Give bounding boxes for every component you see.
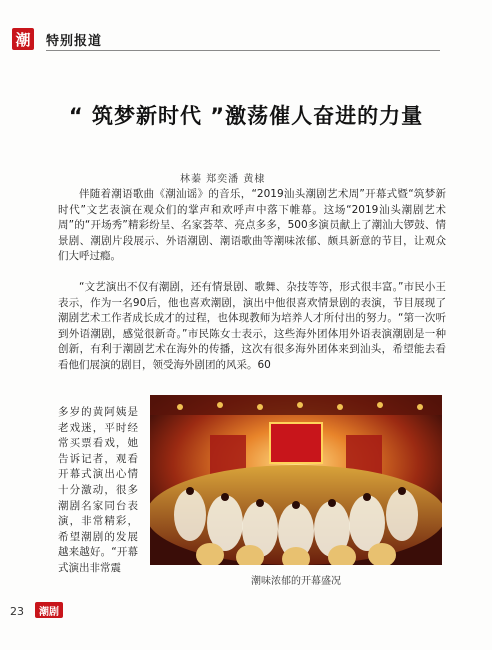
article-paragraph-2: “文艺演出不仅有潮剧，还有情景剧、歌舞、杂技等等，形式很丰富。”市民小王表示，作为一名90后，他也喜欢潮剧，演出中他很喜欢情景剧的表演，节目展现了潮剧艺术工作者成长成才的过程，也体现教师为培养人才所付出的努力。“第一次听到外语潮剧，感觉很新奇。”市民陈女士表示，这些海外团体用外语表演潮剧是一种创新，有利于潮剧艺术在海外的传播，这次有很多海外团体来到汕头，希望能去看看他们展演的剧目，领受海外剧团的风采。60 (58, 281, 446, 371)
article-paragraph-3: 多岁的黄阿姨是老戏迷，平时经常买票看戏，她告诉记者，观看 开幕式演出心情十分激动，很多潮剧名家同台表演，非常精彩，希望潮剧的发展越来越好。“开幕式演出非常震 (58, 406, 138, 574)
page-number: 23 (10, 605, 24, 618)
article-paragraph-1: 伴随着潮语歌曲《潮汕谣》的音乐，“2019汕头潮剧艺术周”开幕式暨“筑梦新时代”文艺表演在观众们的掌声和欢呼声中落下帷幕。这场“2019汕头潮剧艺术周”的“开场秀”精彩纷呈、名家荟萃、亮点多多，500多演员献上了潮汕大锣鼓、情景剧、潮剧片段展示、外语潮剧、潮语歌曲等潮味浓郁、颇具新意的节目，让观众们大呼过瘾。 (58, 188, 446, 263)
section-title: 特别报道 (46, 34, 103, 49)
footer-logo: 潮剧 (35, 602, 63, 618)
header-divider (46, 50, 440, 51)
magazine-logo: 潮 (12, 28, 34, 50)
stage-illustration (150, 395, 442, 565)
article-authors: 林蓁 郑奕潘 黄棣 (180, 174, 266, 185)
article-headline: “ 筑梦新时代 ”激荡催人奋进的力量 (68, 104, 424, 128)
photo-caption: 潮味浓郁的开幕盛况 (251, 576, 341, 587)
opening-ceremony-photo (150, 395, 442, 565)
